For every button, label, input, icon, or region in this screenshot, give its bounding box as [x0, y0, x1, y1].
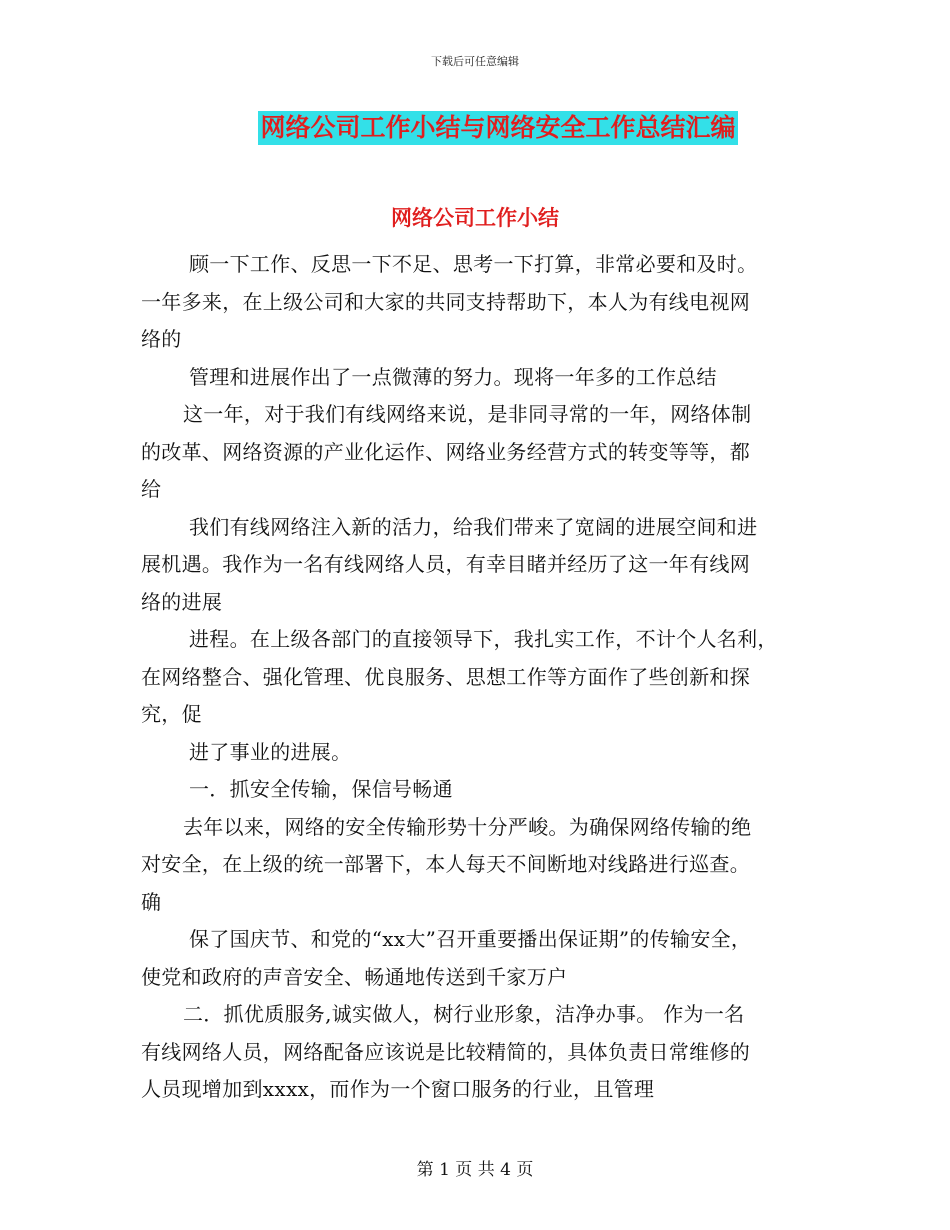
section-heading: 二．抓优质服务,诚实做人，树行业形象，洁净办事。 作为一名	[183, 1002, 745, 1026]
section-heading: 一．抓安全传输，保信号畅通	[189, 777, 453, 801]
paragraph-line: 管理和进展作出了一点微薄的努力。现将一年多的工作总结	[189, 364, 717, 389]
paragraph-line: 给	[141, 477, 162, 501]
paragraph-line: 在网络整合、强化管理、优良服务、思想工作等方面作了些创新和探	[141, 664, 750, 689]
section-title: 网络公司工作小结	[391, 206, 559, 230]
header-note: 下载后可任意编辑	[431, 55, 519, 68]
paragraph-line: 人员现增加到xxxx，而作为一个窗口服务的行业，且管理	[141, 1077, 655, 1101]
paragraph-line: 我们有线网络注入新的活力，给我们带来了宽阔的进展空间和进	[189, 514, 758, 539]
paragraph-line: 络的	[141, 327, 182, 351]
paragraph-line: 确	[141, 889, 162, 914]
paragraph-line: 顾一下工作、反思一下不足、思考一下打算，非常必要和及时。	[189, 252, 758, 276]
paragraph-line: 络的进展	[141, 589, 223, 614]
document-body	[141, 246, 801, 1109]
paragraph-line: 的改革、网络资源的产业化运作、网络业务经营方式的转变等等，都	[141, 439, 750, 464]
paragraph-line: 究，促	[141, 702, 202, 726]
paragraph-line: 有线网络人员，网络配备应该说是比较精简的，具体负责日常维修的	[141, 1039, 750, 1064]
paragraph-line: 使党和政府的声音安全、畅通地传送到千家万户	[141, 964, 568, 989]
paragraph-line: 去年以来，网络的安全传输形势十分严峻。为确保网络传输的绝	[183, 814, 752, 839]
page-footer: 第 1 页 共 4 页	[416, 1160, 534, 1180]
paragraph-line: 一年多来，在上级公司和大家的共同支持帮助下，本人为有线电视网	[141, 289, 750, 314]
main-title-text: 网络公司工作小结与网络安全工作总结汇编	[258, 111, 737, 145]
paragraph-line: 这一年，对于我们有线网络来说，是非同寻常的一年，网络体制	[183, 402, 752, 426]
paragraph-line: 保了国庆节、和党的“xx大”召开重要播出保证期”的传输安全，	[189, 927, 752, 951]
paragraph-line: 进程。在上级各部门的直接领导下，我扎实工作，不计个人名利，	[189, 627, 778, 651]
paragraph-line: 进了事业的进展。	[189, 739, 352, 764]
main-title	[0, 111, 950, 145]
paragraph-line: 展机遇。我作为一名有线网络人员，有幸目睹并经历了这一年有线网	[141, 552, 750, 576]
paragraph-line: 对安全，在上级的统一部署下，本人每天不间断地对线路进行巡查。	[141, 852, 750, 876]
